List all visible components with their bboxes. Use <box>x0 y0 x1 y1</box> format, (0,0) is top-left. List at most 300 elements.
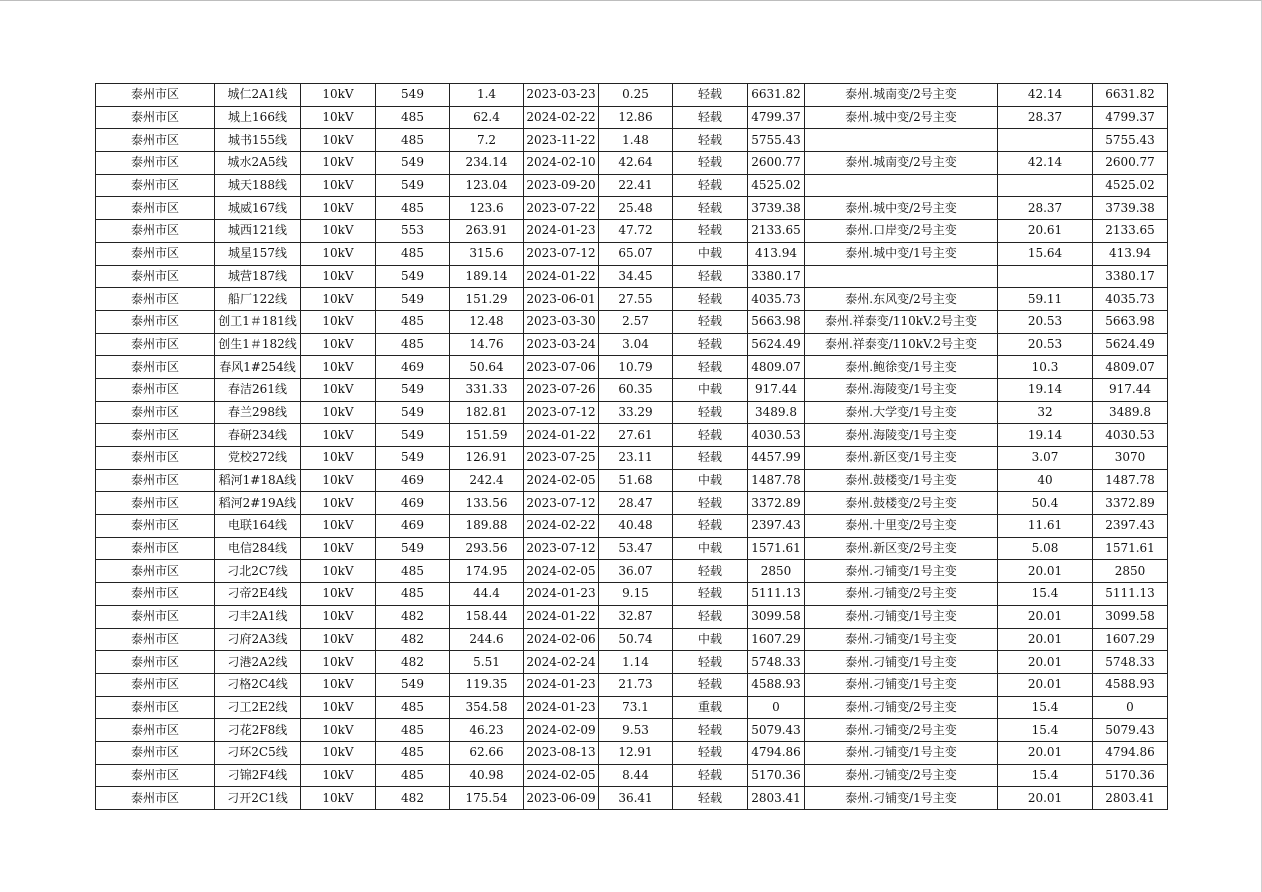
voltage-cell: 10kV <box>301 651 376 674</box>
remaining-capacity-cell: 6631.82 <box>1093 84 1168 107</box>
rated-capacity-cell: 482 <box>376 651 450 674</box>
voltage-cell: 10kV <box>301 288 376 311</box>
voltage-cell: 10kV <box>301 401 376 424</box>
remaining-capacity-cell: 3489.8 <box>1093 401 1168 424</box>
load-status-cell: 轻载 <box>673 560 748 583</box>
rated-capacity-cell: 485 <box>376 197 450 220</box>
load-status-cell: 轻载 <box>673 288 748 311</box>
remaining-capacity-cell: 5111.13 <box>1093 583 1168 606</box>
transformer-load-cell: 15.4 <box>998 719 1093 742</box>
transformer-load-cell: 20.01 <box>998 560 1093 583</box>
table-row <box>96 628 1168 651</box>
transformer-load-cell: 32 <box>998 401 1093 424</box>
load-rate-cell: 8.44 <box>599 764 673 787</box>
table-row <box>96 333 1168 356</box>
rated-capacity-cell: 549 <box>376 378 450 401</box>
transformer-load-cell: 20.53 <box>998 310 1093 333</box>
available-capacity-cell: 5755.43 <box>748 129 805 152</box>
table-row <box>96 288 1168 311</box>
voltage-cell: 10kV <box>301 220 376 243</box>
load-status-cell: 轻载 <box>673 220 748 243</box>
table-row <box>96 605 1168 628</box>
available-capacity-cell: 5170.36 <box>748 764 805 787</box>
voltage-cell: 10kV <box>301 447 376 470</box>
remaining-capacity-cell: 2850 <box>1093 560 1168 583</box>
current-cell: 62.66 <box>450 741 524 764</box>
voltage-cell: 10kV <box>301 537 376 560</box>
transformer-cell: 泰州.新区变/2号主变 <box>805 537 998 560</box>
transformer-cell: 泰州.新区变/1号主变 <box>805 447 998 470</box>
rated-capacity-cell: 485 <box>376 696 450 719</box>
available-capacity-cell: 2850 <box>748 560 805 583</box>
voltage-cell: 10kV <box>301 492 376 515</box>
rated-capacity-cell: 485 <box>376 560 450 583</box>
current-cell: 1.4 <box>450 84 524 107</box>
load-status-cell: 中载 <box>673 537 748 560</box>
load-status-cell: 轻载 <box>673 492 748 515</box>
transformer-cell: 泰州.城南变/2号主变 <box>805 152 998 175</box>
transformer-load-cell: 11.61 <box>998 515 1093 538</box>
transformer-load-cell <box>998 129 1093 152</box>
current-cell: 242.4 <box>450 469 524 492</box>
voltage-cell: 10kV <box>301 333 376 356</box>
transformer-cell: 泰州.祥泰变/110kV.2号主变 <box>805 310 998 333</box>
transformer-cell: 泰州.刁铺变/1号主变 <box>805 651 998 674</box>
date-cell: 2023-07-22 <box>524 197 599 220</box>
table-row <box>96 152 1168 175</box>
region-cell: 泰州市区 <box>96 492 215 515</box>
line-name-cell: 城仁2A1线 <box>215 84 301 107</box>
load-status-cell: 轻载 <box>673 197 748 220</box>
rated-capacity-cell: 485 <box>376 333 450 356</box>
rated-capacity-cell: 549 <box>376 673 450 696</box>
line-name-cell: 刁环2C5线 <box>215 741 301 764</box>
voltage-cell: 10kV <box>301 741 376 764</box>
current-cell: 263.91 <box>450 220 524 243</box>
load-status-cell: 轻载 <box>673 310 748 333</box>
date-cell: 2023-06-09 <box>524 787 599 810</box>
transformer-cell: 泰州.刁铺变/1号主变 <box>805 741 998 764</box>
remaining-capacity-cell: 1571.61 <box>1093 537 1168 560</box>
date-cell: 2023-07-12 <box>524 242 599 265</box>
voltage-cell: 10kV <box>301 174 376 197</box>
remaining-capacity-cell: 4525.02 <box>1093 174 1168 197</box>
transformer-load-cell: 5.08 <box>998 537 1093 560</box>
load-status-cell: 中载 <box>673 242 748 265</box>
transformer-cell: 泰州.城中变/1号主变 <box>805 242 998 265</box>
remaining-capacity-cell: 3099.58 <box>1093 605 1168 628</box>
voltage-cell: 10kV <box>301 106 376 129</box>
line-name-cell: 城营187线 <box>215 265 301 288</box>
region-cell: 泰州市区 <box>96 696 215 719</box>
available-capacity-cell: 5748.33 <box>748 651 805 674</box>
date-cell: 2023-07-26 <box>524 378 599 401</box>
load-rate-cell: 60.35 <box>599 378 673 401</box>
current-cell: 234.14 <box>450 152 524 175</box>
remaining-capacity-cell: 2397.43 <box>1093 515 1168 538</box>
rated-capacity-cell: 482 <box>376 605 450 628</box>
remaining-capacity-cell: 4030.53 <box>1093 424 1168 447</box>
date-cell: 2023-07-12 <box>524 537 599 560</box>
load-status-cell: 轻载 <box>673 424 748 447</box>
remaining-capacity-cell: 2133.65 <box>1093 220 1168 243</box>
transformer-load-cell: 15.64 <box>998 242 1093 265</box>
current-cell: 44.4 <box>450 583 524 606</box>
date-cell: 2024-02-06 <box>524 628 599 651</box>
table-row <box>96 424 1168 447</box>
line-name-cell: 船厂122线 <box>215 288 301 311</box>
remaining-capacity-cell: 0 <box>1093 696 1168 719</box>
date-cell: 2023-07-12 <box>524 401 599 424</box>
table-row <box>96 310 1168 333</box>
region-cell: 泰州市区 <box>96 356 215 379</box>
load-rate-cell: 12.86 <box>599 106 673 129</box>
transformer-cell: 泰州.刁铺变/1号主变 <box>805 605 998 628</box>
available-capacity-cell: 3739.38 <box>748 197 805 220</box>
region-cell: 泰州市区 <box>96 447 215 470</box>
rated-capacity-cell: 485 <box>376 583 450 606</box>
rated-capacity-cell: 549 <box>376 84 450 107</box>
table-row <box>96 515 1168 538</box>
transformer-cell: 泰州.刁铺变/1号主变 <box>805 628 998 651</box>
voltage-cell: 10kV <box>301 378 376 401</box>
date-cell: 2024-02-10 <box>524 152 599 175</box>
line-name-cell: 刁格2C4线 <box>215 673 301 696</box>
line-name-cell: 刁锦2F4线 <box>215 764 301 787</box>
line-name-cell: 党校272线 <box>215 447 301 470</box>
current-cell: 189.14 <box>450 265 524 288</box>
date-cell: 2023-06-01 <box>524 288 599 311</box>
rated-capacity-cell: 482 <box>376 787 450 810</box>
transformer-load-cell: 19.14 <box>998 378 1093 401</box>
table-row <box>96 197 1168 220</box>
region-cell: 泰州市区 <box>96 265 215 288</box>
load-rate-cell: 40.48 <box>599 515 673 538</box>
line-name-cell: 春风1#254线 <box>215 356 301 379</box>
rated-capacity-cell: 469 <box>376 492 450 515</box>
load-rate-cell: 2.57 <box>599 310 673 333</box>
region-cell: 泰州市区 <box>96 537 215 560</box>
transformer-load-cell: 28.37 <box>998 106 1093 129</box>
transformer-load-cell: 20.53 <box>998 333 1093 356</box>
region-cell: 泰州市区 <box>96 469 215 492</box>
transformer-cell: 泰州.祥泰变/110kV.2号主变 <box>805 333 998 356</box>
region-cell: 泰州市区 <box>96 628 215 651</box>
load-rate-cell: 12.91 <box>599 741 673 764</box>
available-capacity-cell: 3489.8 <box>748 401 805 424</box>
voltage-cell: 10kV <box>301 673 376 696</box>
region-cell: 泰州市区 <box>96 764 215 787</box>
table-row <box>96 106 1168 129</box>
load-rate-cell: 27.61 <box>599 424 673 447</box>
transformer-load-cell: 20.01 <box>998 628 1093 651</box>
rated-capacity-cell: 549 <box>376 537 450 560</box>
load-status-cell: 轻载 <box>673 651 748 674</box>
table-body <box>96 84 1168 810</box>
transformer-cell <box>805 265 998 288</box>
rated-capacity-cell: 549 <box>376 152 450 175</box>
available-capacity-cell: 4525.02 <box>748 174 805 197</box>
available-capacity-cell: 2397.43 <box>748 515 805 538</box>
current-cell: 175.54 <box>450 787 524 810</box>
remaining-capacity-cell: 3380.17 <box>1093 265 1168 288</box>
remaining-capacity-cell: 4794.86 <box>1093 741 1168 764</box>
available-capacity-cell: 917.44 <box>748 378 805 401</box>
load-rate-cell: 65.07 <box>599 242 673 265</box>
remaining-capacity-cell: 1487.78 <box>1093 469 1168 492</box>
region-cell: 泰州市区 <box>96 152 215 175</box>
date-cell: 2024-02-22 <box>524 106 599 129</box>
load-status-cell: 中载 <box>673 469 748 492</box>
load-rate-cell: 9.15 <box>599 583 673 606</box>
rated-capacity-cell: 549 <box>376 447 450 470</box>
transformer-cell: 泰州.海陵变/1号主变 <box>805 378 998 401</box>
load-rate-cell: 21.73 <box>599 673 673 696</box>
table-row <box>96 129 1168 152</box>
feeder-load-table <box>95 83 1168 810</box>
line-name-cell: 城书155线 <box>215 129 301 152</box>
load-status-cell: 轻载 <box>673 401 748 424</box>
line-name-cell: 电联164线 <box>215 515 301 538</box>
date-cell: 2023-03-23 <box>524 84 599 107</box>
region-cell: 泰州市区 <box>96 106 215 129</box>
date-cell: 2024-01-22 <box>524 605 599 628</box>
transformer-load-cell <box>998 174 1093 197</box>
current-cell: 244.6 <box>450 628 524 651</box>
transformer-cell: 泰州.城中变/2号主变 <box>805 197 998 220</box>
remaining-capacity-cell: 2600.77 <box>1093 152 1168 175</box>
line-name-cell: 刁丰2A1线 <box>215 605 301 628</box>
available-capacity-cell: 4794.86 <box>748 741 805 764</box>
remaining-capacity-cell: 4809.07 <box>1093 356 1168 379</box>
region-cell: 泰州市区 <box>96 129 215 152</box>
table-row <box>96 242 1168 265</box>
region-cell: 泰州市区 <box>96 787 215 810</box>
load-rate-cell: 10.79 <box>599 356 673 379</box>
rated-capacity-cell: 485 <box>376 719 450 742</box>
region-cell: 泰州市区 <box>96 220 215 243</box>
voltage-cell: 10kV <box>301 719 376 742</box>
available-capacity-cell: 4035.73 <box>748 288 805 311</box>
region-cell: 泰州市区 <box>96 401 215 424</box>
line-name-cell: 电信284线 <box>215 537 301 560</box>
date-cell: 2024-01-22 <box>524 424 599 447</box>
line-name-cell: 刁港2A2线 <box>215 651 301 674</box>
load-rate-cell: 3.04 <box>599 333 673 356</box>
region-cell: 泰州市区 <box>96 424 215 447</box>
transformer-cell: 泰州.口岸变/2号主变 <box>805 220 998 243</box>
available-capacity-cell: 4588.93 <box>748 673 805 696</box>
load-rate-cell: 27.55 <box>599 288 673 311</box>
rated-capacity-cell: 482 <box>376 628 450 651</box>
current-cell: 119.35 <box>450 673 524 696</box>
date-cell: 2024-02-22 <box>524 515 599 538</box>
voltage-cell: 10kV <box>301 605 376 628</box>
voltage-cell: 10kV <box>301 583 376 606</box>
remaining-capacity-cell: 5663.98 <box>1093 310 1168 333</box>
line-name-cell: 刁花2F8线 <box>215 719 301 742</box>
table-row <box>96 356 1168 379</box>
voltage-cell: 10kV <box>301 242 376 265</box>
available-capacity-cell: 3372.89 <box>748 492 805 515</box>
transformer-load-cell: 40 <box>998 469 1093 492</box>
load-status-cell: 轻载 <box>673 787 748 810</box>
transformer-cell: 泰州.刁铺变/1号主变 <box>805 787 998 810</box>
date-cell: 2023-03-24 <box>524 333 599 356</box>
current-cell: 158.44 <box>450 605 524 628</box>
region-cell: 泰州市区 <box>96 333 215 356</box>
available-capacity-cell: 3380.17 <box>748 265 805 288</box>
transformer-load-cell: 20.61 <box>998 220 1093 243</box>
transformer-load-cell: 15.4 <box>998 583 1093 606</box>
current-cell: 293.56 <box>450 537 524 560</box>
load-rate-cell: 28.47 <box>599 492 673 515</box>
line-name-cell: 刁北2C7线 <box>215 560 301 583</box>
load-rate-cell: 34.45 <box>599 265 673 288</box>
load-status-cell: 轻载 <box>673 174 748 197</box>
region-cell: 泰州市区 <box>96 583 215 606</box>
load-status-cell: 轻载 <box>673 583 748 606</box>
date-cell: 2024-01-23 <box>524 696 599 719</box>
load-rate-cell: 36.07 <box>599 560 673 583</box>
transformer-cell: 泰州.大学变/1号主变 <box>805 401 998 424</box>
transformer-load-cell: 42.14 <box>998 84 1093 107</box>
remaining-capacity-cell: 3070 <box>1093 447 1168 470</box>
region-cell: 泰州市区 <box>96 288 215 311</box>
available-capacity-cell: 6631.82 <box>748 84 805 107</box>
load-status-cell: 轻载 <box>673 741 748 764</box>
date-cell: 2023-11-22 <box>524 129 599 152</box>
rated-capacity-cell: 553 <box>376 220 450 243</box>
rated-capacity-cell: 469 <box>376 515 450 538</box>
transformer-load-cell: 20.01 <box>998 605 1093 628</box>
region-cell: 泰州市区 <box>96 378 215 401</box>
table-row <box>96 401 1168 424</box>
line-name-cell: 城上166线 <box>215 106 301 129</box>
transformer-cell: 泰州.城中变/2号主变 <box>805 106 998 129</box>
current-cell: 126.91 <box>450 447 524 470</box>
table-row <box>96 447 1168 470</box>
date-cell: 2024-01-23 <box>524 220 599 243</box>
remaining-capacity-cell: 3739.38 <box>1093 197 1168 220</box>
transformer-load-cell: 20.01 <box>998 673 1093 696</box>
rated-capacity-cell: 485 <box>376 310 450 333</box>
current-cell: 40.98 <box>450 764 524 787</box>
date-cell: 2023-07-12 <box>524 492 599 515</box>
current-cell: 50.64 <box>450 356 524 379</box>
available-capacity-cell: 1487.78 <box>748 469 805 492</box>
region-cell: 泰州市区 <box>96 651 215 674</box>
load-rate-cell: 25.48 <box>599 197 673 220</box>
region-cell: 泰州市区 <box>96 719 215 742</box>
load-status-cell: 轻载 <box>673 764 748 787</box>
transformer-load-cell: 3.07 <box>998 447 1093 470</box>
line-name-cell: 春研234线 <box>215 424 301 447</box>
table-row <box>96 84 1168 107</box>
load-rate-cell: 22.41 <box>599 174 673 197</box>
table-row <box>96 492 1168 515</box>
remaining-capacity-cell: 3372.89 <box>1093 492 1168 515</box>
table-row <box>96 673 1168 696</box>
date-cell: 2023-09-20 <box>524 174 599 197</box>
remaining-capacity-cell: 1607.29 <box>1093 628 1168 651</box>
transformer-cell <box>805 174 998 197</box>
transformer-cell: 泰州.东风变/2号主变 <box>805 288 998 311</box>
line-name-cell: 刁帝2E4线 <box>215 583 301 606</box>
load-rate-cell: 51.68 <box>599 469 673 492</box>
current-cell: 182.81 <box>450 401 524 424</box>
table-row <box>96 741 1168 764</box>
load-rate-cell: 9.53 <box>599 719 673 742</box>
load-status-cell: 中载 <box>673 628 748 651</box>
region-cell: 泰州市区 <box>96 197 215 220</box>
available-capacity-cell: 1607.29 <box>748 628 805 651</box>
transformer-cell: 泰州.刁铺变/2号主变 <box>805 696 998 719</box>
load-rate-cell: 0.25 <box>599 84 673 107</box>
remaining-capacity-cell: 5624.49 <box>1093 333 1168 356</box>
line-name-cell: 刁府2A3线 <box>215 628 301 651</box>
available-capacity-cell: 2803.41 <box>748 787 805 810</box>
transformer-load-cell: 15.4 <box>998 764 1093 787</box>
table-row <box>96 719 1168 742</box>
region-cell: 泰州市区 <box>96 605 215 628</box>
rated-capacity-cell: 485 <box>376 106 450 129</box>
load-status-cell: 轻载 <box>673 333 748 356</box>
transformer-load-cell: 50.4 <box>998 492 1093 515</box>
voltage-cell: 10kV <box>301 424 376 447</box>
rated-capacity-cell: 485 <box>376 764 450 787</box>
line-name-cell: 城西121线 <box>215 220 301 243</box>
current-cell: 133.56 <box>450 492 524 515</box>
available-capacity-cell: 3099.58 <box>748 605 805 628</box>
rated-capacity-cell: 485 <box>376 242 450 265</box>
region-cell: 泰州市区 <box>96 242 215 265</box>
rated-capacity-cell: 485 <box>376 129 450 152</box>
line-name-cell: 城天188线 <box>215 174 301 197</box>
transformer-cell <box>805 129 998 152</box>
load-rate-cell: 50.74 <box>599 628 673 651</box>
load-rate-cell: 36.41 <box>599 787 673 810</box>
current-cell: 62.4 <box>450 106 524 129</box>
region-cell: 泰州市区 <box>96 310 215 333</box>
load-status-cell: 轻载 <box>673 106 748 129</box>
transformer-cell: 泰州.海陵变/1号主变 <box>805 424 998 447</box>
table-row <box>96 220 1168 243</box>
current-cell: 5.51 <box>450 651 524 674</box>
date-cell: 2023-08-13 <box>524 741 599 764</box>
load-rate-cell: 53.47 <box>599 537 673 560</box>
load-rate-cell: 33.29 <box>599 401 673 424</box>
load-rate-cell: 23.11 <box>599 447 673 470</box>
rated-capacity-cell: 469 <box>376 356 450 379</box>
load-rate-cell: 73.1 <box>599 696 673 719</box>
load-rate-cell: 47.72 <box>599 220 673 243</box>
available-capacity-cell: 413.94 <box>748 242 805 265</box>
table-row <box>96 651 1168 674</box>
line-name-cell: 稻河1#18A线 <box>215 469 301 492</box>
transformer-cell: 泰州.刁铺变/1号主变 <box>805 673 998 696</box>
remaining-capacity-cell: 4799.37 <box>1093 106 1168 129</box>
load-rate-cell: 32.87 <box>599 605 673 628</box>
transformer-load-cell: 42.14 <box>998 152 1093 175</box>
available-capacity-cell: 0 <box>748 696 805 719</box>
remaining-capacity-cell: 5748.33 <box>1093 651 1168 674</box>
voltage-cell: 10kV <box>301 152 376 175</box>
line-name-cell: 创生1＃182线 <box>215 333 301 356</box>
transformer-load-cell: 20.01 <box>998 651 1093 674</box>
transformer-load-cell: 15.4 <box>998 696 1093 719</box>
current-cell: 14.76 <box>450 333 524 356</box>
